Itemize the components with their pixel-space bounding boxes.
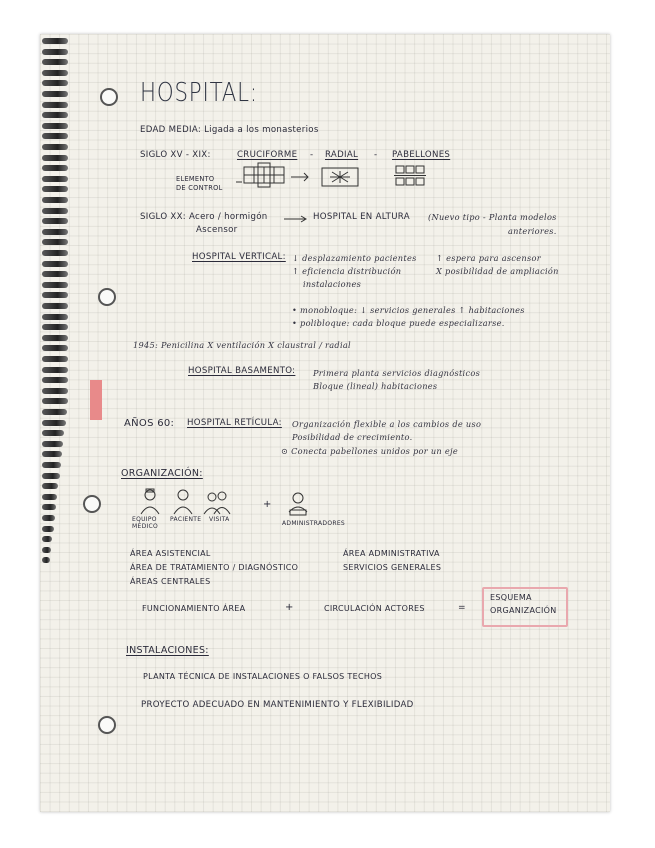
spiral-coil — [42, 462, 61, 468]
spiral-coil — [42, 176, 68, 182]
vertical-point: X posibilidad de ampliación — [436, 266, 559, 276]
people-icons — [138, 488, 238, 516]
year-1945-line: 1945: Penicilina X ventilación X claustral / radial — [133, 340, 351, 350]
spiral-coil — [42, 197, 68, 203]
arrow-right-icon — [283, 214, 309, 224]
ascensor-label: Ascensor — [196, 225, 238, 235]
spiral-coil — [42, 526, 54, 532]
reticula-point: ⊙ Conecta pabellones unidos por un eje — [281, 446, 459, 456]
spiral-coil — [42, 303, 68, 309]
instalaciones-line: PLANTA TÉCNICA DE INSTALACIONES O FALSOS TECHOS — [143, 672, 383, 681]
spiral-coil — [42, 261, 68, 267]
spiral-coil — [42, 409, 67, 415]
spiral-coil — [42, 112, 68, 118]
spiral-coil — [42, 229, 68, 235]
spiral-coil — [42, 282, 68, 288]
spiral-binding — [42, 34, 72, 804]
spiral-coil — [42, 70, 68, 76]
basamento-point: Primera planta servicios diagnósticos — [313, 368, 481, 378]
spiral-coil — [42, 451, 62, 457]
spiral-coil — [42, 430, 64, 436]
plus-sign: + — [285, 602, 294, 613]
type-cruciforme: CRUCIFORME — [237, 150, 298, 160]
vertical-point: ↓ desplazamiento pacientes — [292, 253, 417, 263]
spiral-coil — [42, 91, 68, 97]
spiral-coil — [42, 441, 63, 447]
plus-sign: + — [263, 499, 272, 510]
spiral-coil — [42, 515, 55, 521]
page-tab-marker — [90, 380, 102, 420]
hospital-reticula-heading: HOSPITAL RETÍCULA: — [187, 418, 282, 428]
hospital-basamento-heading: HOSPITAL BASAMENTO: — [188, 366, 296, 376]
spiral-coil — [42, 250, 68, 256]
vertical-point: instalaciones — [303, 279, 362, 289]
anos-60-label: AÑOS 60: — [124, 418, 175, 429]
spiral-coil — [42, 536, 52, 542]
vertical-point: ↑ eficiencia distribución — [292, 266, 402, 276]
spiral-coil — [42, 324, 68, 330]
type-pabellones: PABELLONES — [392, 150, 451, 160]
funcionamiento-area-label: FUNCIONAMIENTO ÁREA — [142, 604, 246, 613]
spiral-coil — [42, 155, 68, 161]
admin-person-icon — [286, 492, 310, 518]
spiral-coil — [42, 473, 60, 479]
spiral-coil — [42, 367, 68, 373]
role-visita: VISITA — [209, 516, 230, 523]
page-title: HOSPITAL: — [140, 78, 258, 108]
spiral-coil — [42, 398, 68, 404]
spiral-coil — [42, 483, 58, 489]
area-item: ÁREA ADMINISTRATIVA — [343, 549, 440, 558]
area-item: ÁREA ASISTENCIAL — [130, 549, 211, 558]
hospital-typology-sketches — [236, 162, 426, 194]
spiral-coil — [42, 494, 57, 500]
hospital-vertical-heading: HOSPITAL VERTICAL: — [192, 252, 286, 262]
spiral-coil — [42, 239, 68, 245]
spiral-coil — [42, 133, 68, 139]
basamento-point: Bloque (lineal) habitaciones — [313, 381, 438, 391]
siglo-xv-label: SIGLO XV - XIX: — [140, 150, 211, 160]
type-dash: - — [310, 150, 314, 160]
vertical-point: ↑ espera para ascensor — [436, 253, 541, 263]
punch-hole — [98, 288, 116, 306]
reticula-point: Posibilidad de crecimiento. — [292, 432, 413, 442]
area-item: SERVICIOS GENERALES — [343, 563, 442, 572]
type-dash: - — [374, 150, 378, 160]
punch-hole — [100, 88, 118, 106]
spiral-coil — [42, 165, 68, 171]
spiral-coil — [42, 80, 68, 86]
polibloque-line: • polibloque: cada bloque puede especializarse. — [292, 318, 505, 328]
punch-hole — [98, 716, 116, 734]
spiral-coil — [42, 49, 68, 55]
area-item: ÁREA DE TRATAMIENTO / DIAGNÓSTICO — [130, 563, 299, 572]
spiral-coil — [42, 218, 68, 224]
spiral-coil — [42, 388, 68, 394]
organizacion-heading: ORGANIZACIÓN: — [121, 468, 203, 479]
elemento-control-label: ELEMENTO DE CONTROL — [176, 175, 223, 192]
role-administradores: ADMINISTRADORES — [282, 520, 346, 527]
esquema-label: ESQUEMA — [490, 593, 532, 602]
spiral-coil — [42, 292, 68, 298]
spiral-coil — [42, 59, 68, 65]
spiral-coil — [42, 504, 56, 510]
esquema-label: ORGANIZACIÓN — [490, 606, 557, 615]
spiral-coil — [42, 271, 68, 277]
spiral-coil — [42, 345, 68, 351]
circulacion-actores-label: CIRCULACIÓN ACTORES — [324, 604, 425, 613]
anteriores-note: anteriores. — [508, 226, 557, 236]
spiral-coil — [42, 102, 68, 108]
spiral-coil — [42, 420, 66, 426]
spiral-coil — [42, 123, 68, 129]
spiral-coil — [42, 557, 50, 563]
spiral-coil — [42, 144, 68, 150]
role-equipo-medico: EQUIPO MÉDICO — [132, 516, 159, 530]
spiral-coil — [42, 314, 68, 320]
spiral-coil — [42, 38, 68, 44]
spiral-coil — [42, 377, 68, 383]
type-radial: RADIAL — [325, 150, 359, 160]
siglo-xx-line: SIGLO XX: Acero / hormigón — [140, 212, 268, 222]
edad-media-line: EDAD MEDIA: Ligada a los monasterios — [140, 125, 319, 135]
role-paciente: PACIENTE — [170, 516, 202, 523]
spiral-coil — [42, 356, 68, 362]
monobloque-line: • monobloque: ↓ servicios generales ↑ habitaciones — [292, 305, 525, 315]
spiral-coil — [42, 186, 68, 192]
hospital-altura-label: HOSPITAL EN ALTURA — [313, 212, 410, 222]
instalaciones-heading: INSTALACIONES: — [126, 645, 209, 656]
punch-hole — [83, 495, 101, 513]
spiral-coil — [42, 208, 68, 214]
spiral-coil — [42, 547, 51, 553]
equals-sign: = — [458, 603, 466, 613]
instalaciones-line: PROYECTO ADECUADO EN MANTENIMIENTO Y FLEXIBILIDAD — [141, 700, 414, 710]
nuevo-tipo-note: (Nuevo tipo - Planta modelos — [428, 212, 557, 222]
spiral-coil — [42, 335, 68, 341]
area-item: ÁREAS CENTRALES — [130, 577, 211, 586]
reticula-point: Organización flexible a los cambios de uso — [292, 419, 482, 429]
